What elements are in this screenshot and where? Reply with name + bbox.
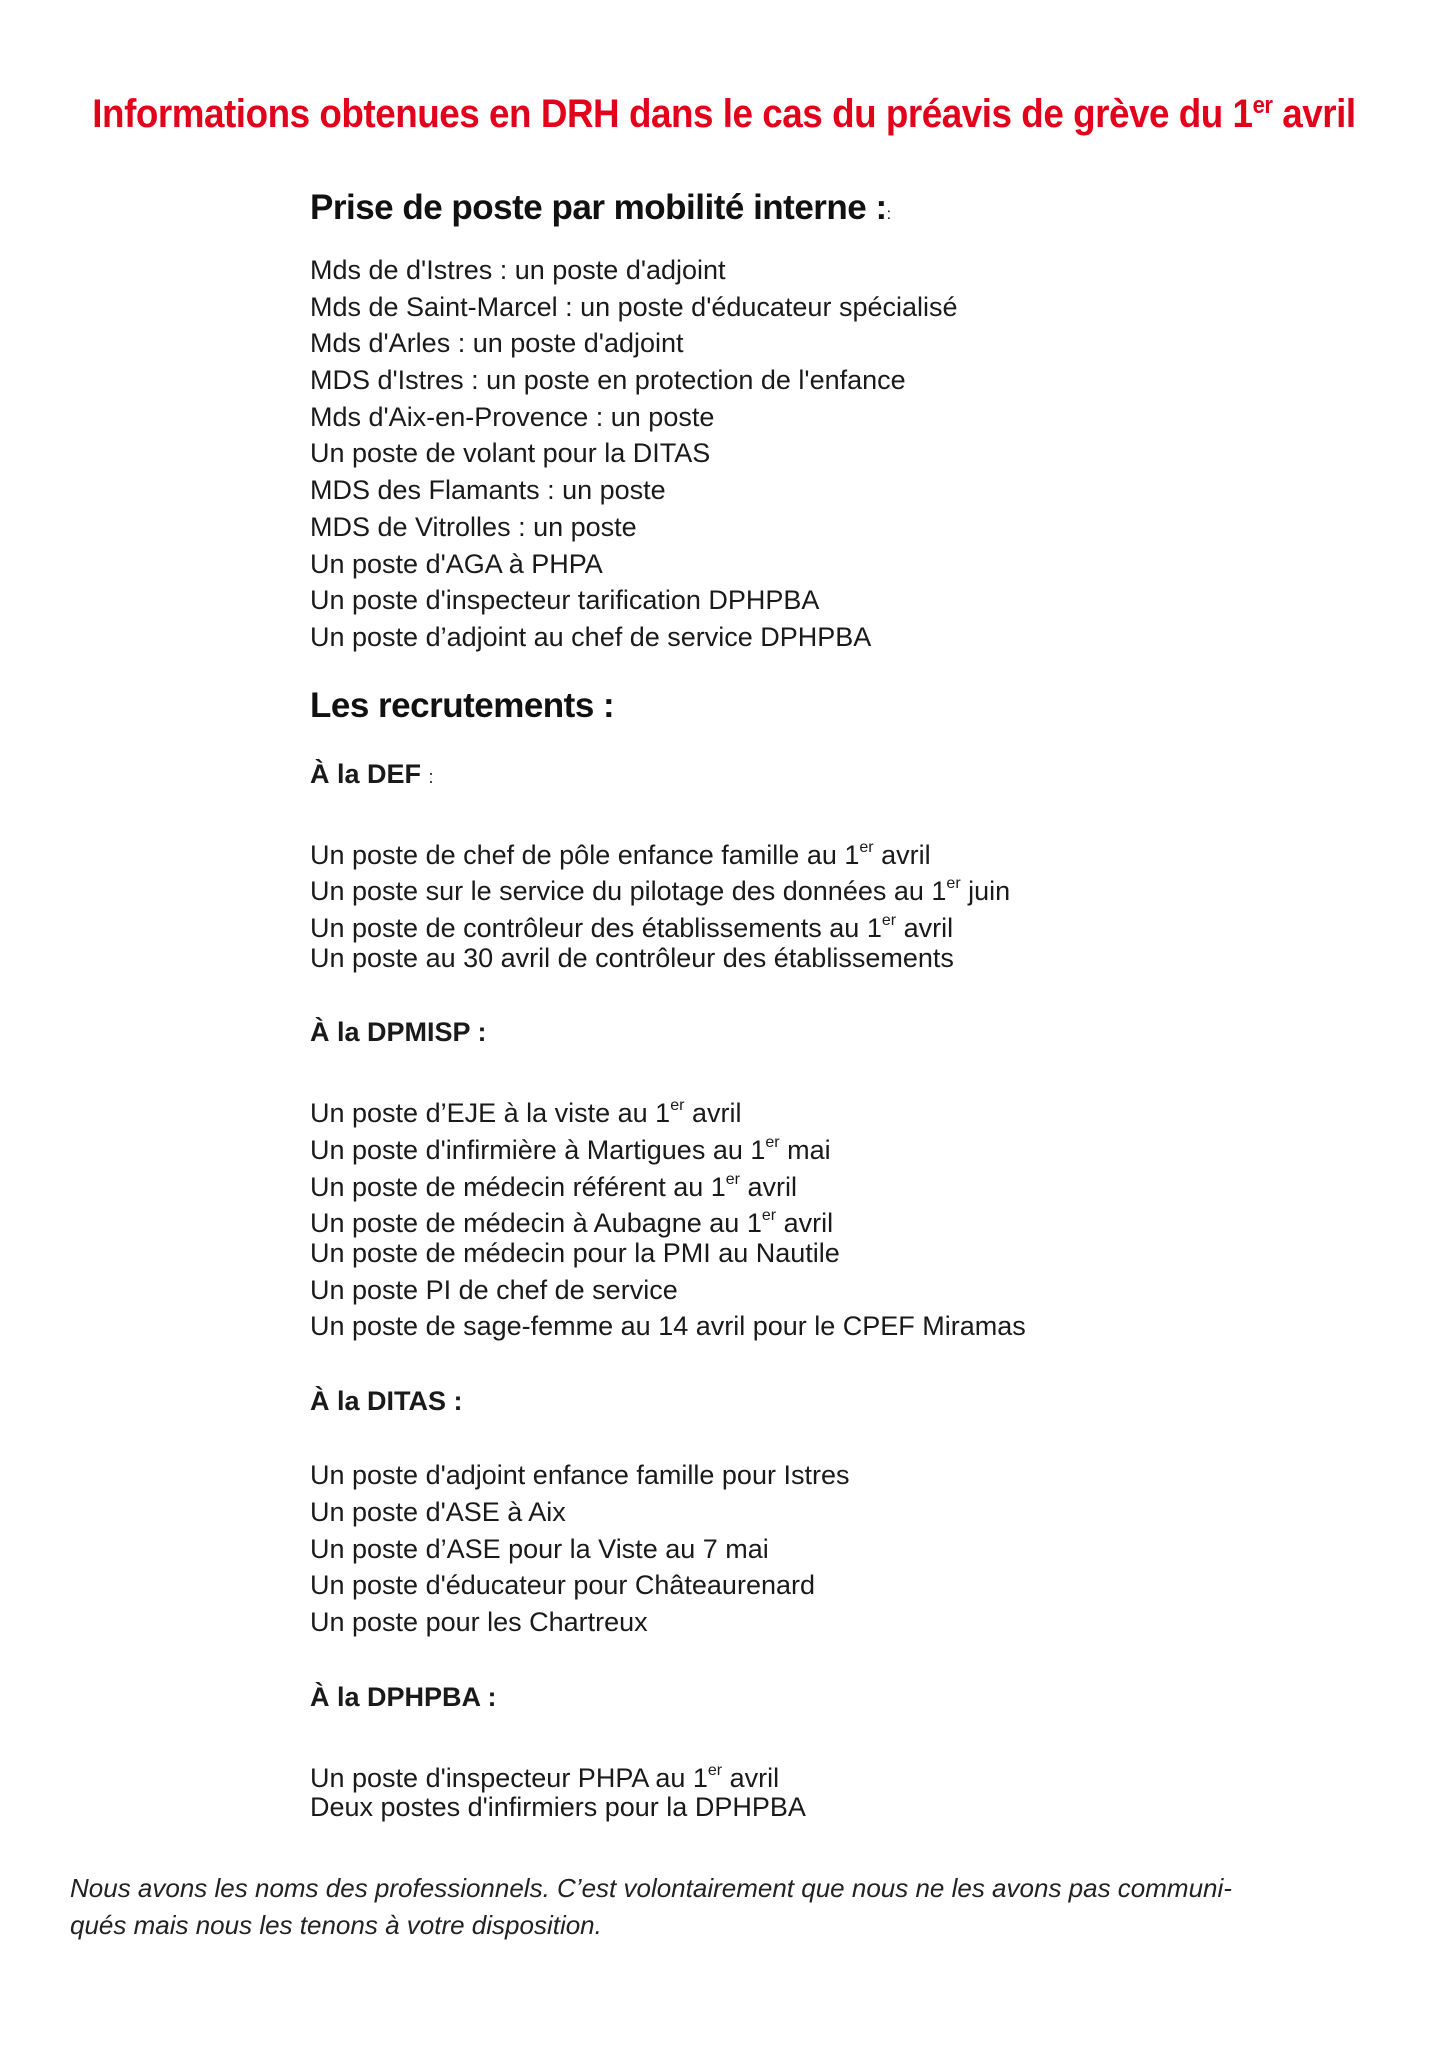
list-item: Un poste d'inspecteur tarification DPHPBA [310,585,820,616]
list-item [310,1198,1370,1239]
list-item [310,1789,1370,1826]
item-text: Un poste de contrôleur des établissements au 1 [310,912,882,943]
list-item: MDS des Flamants : un poste [310,475,666,506]
item-text-end: avril [896,912,954,943]
list-item: Mds d'Aix-en-Provence : un poste [310,401,715,432]
item-superscript: er [707,1761,723,1779]
heading-tail: : [886,206,891,223]
item-superscript: er [881,911,897,929]
item-text: Un poste d'inspecteur PHPA au 1 [310,1762,708,1793]
item-text-end: avril [684,1098,742,1129]
item-text: Deux postes d'infirmiers pour la DPHPBA [310,1792,806,1823]
subheading-tail: : [428,766,434,787]
section-heading-recrutements: Les recrutements : [310,685,615,725]
page-title [58,92,1390,137]
subheading-def [310,756,1370,792]
footer-line: qués mais nous les tenons à votre disposition. [70,1910,602,1940]
section-heading-mobilite [310,180,1370,236]
item-text: Un poste de médecin pour la PMI au Nautile [310,1238,840,1269]
item-text-end: avril [722,1762,780,1793]
list-item [310,866,1370,907]
item-superscript: er [670,1097,685,1115]
ditas-list [310,1457,1370,1640]
title-text: Informations obtenues en DRH dans le cas du préavis de grève du 1 [92,92,1253,136]
list-item: Un poste de volant pour la DITAS [310,438,711,469]
list-item: MDS d'Istres : un poste en protection de l'enfance [310,365,906,396]
item-superscript: er [761,1207,777,1225]
footer-line: Nous avons les noms des professionnels. C’est volontairement que nous ne les avons pas communi- [70,1873,1232,1903]
list-item [310,1088,1370,1129]
subheading-ditas: À la DITAS : [310,1386,463,1417]
list-item [310,1753,1370,1793]
list-item: Un poste d'éducateur pour Châteaurenard [310,1570,815,1601]
title-end: avril [1272,92,1356,136]
item-superscript: er [725,1170,740,1188]
list-item: Un poste pour les Chartreux [310,1606,648,1637]
list-item: Mds de d'Istres : un poste d'adjoint [310,255,726,285]
def-list [310,830,1370,977]
item-text-end: juin [960,876,1011,907]
item-text-end: avril [873,839,931,870]
list-item: Un poste d'AGA à PHPA [310,548,603,579]
item-text-end: mai [779,1135,831,1165]
item-text: Un poste d’EJE à la viste au 1 [310,1098,671,1129]
list-item: MDS de Vitrolles : un poste [310,511,637,542]
item-superscript: er [946,875,961,893]
item-text: Un poste de sage-femme au 14 avril pour le CPEF Miramas [310,1311,1026,1342]
dphpba-list [310,1753,1370,1826]
item-text: Un poste sur le service du pilotage des données au 1 [310,876,947,907]
subheading-dpmisp: À la DPMISP : [310,1017,487,1048]
item-text: Un poste PI de chef de service [310,1274,678,1305]
list-item: Mds d'Arles : un poste d'adjoint [310,328,684,359]
heading-text: Prise de poste par mobilité interne : [310,188,887,227]
list-item: Un poste d’ASE pour la Viste au 7 mai [310,1533,769,1564]
mobilite-list [310,252,1370,656]
item-text: Un poste de médecin référent au 1 [310,1171,726,1202]
dpmisp-list [310,1088,1370,1345]
title-superscript: er [1252,92,1273,119]
item-text: Un poste d'infirmière à Martigues au 1 [310,1135,766,1165]
footer-note [70,1870,1390,1944]
list-item: Un poste d'ASE à Aix [310,1496,566,1527]
item-text: Un poste de médecin à Aubagne au 1 [310,1208,762,1239]
item-text-end: avril [776,1208,834,1239]
list-item [310,1272,1370,1309]
list-item [310,940,1370,977]
list-item [310,1308,1370,1345]
list-item [310,903,1370,943]
item-text: Un poste au 30 avril de contrôleur des établissements [310,942,954,973]
list-item [310,1125,1370,1165]
list-item [310,1235,1370,1272]
list-item [310,830,1370,870]
item-superscript: er [859,838,874,856]
document-body [310,180,1370,1826]
item-text: Un poste de chef de pôle enfance famille au 1 [310,839,860,870]
item-superscript: er [765,1134,780,1151]
list-item [310,1162,1370,1202]
list-item: Un poste d'adjoint enfance famille pour Istres [310,1460,850,1491]
item-text-end: avril [740,1171,798,1202]
subheading-dphpba: À la DPHPBA : [310,1681,497,1712]
list-item: Un poste d’adjoint au chef de service DPHPBA [310,621,872,652]
subheading-text: À la DEF [310,758,422,789]
list-item: Mds de Saint-Marcel : un poste d'éducateur spécialisé [310,291,958,322]
